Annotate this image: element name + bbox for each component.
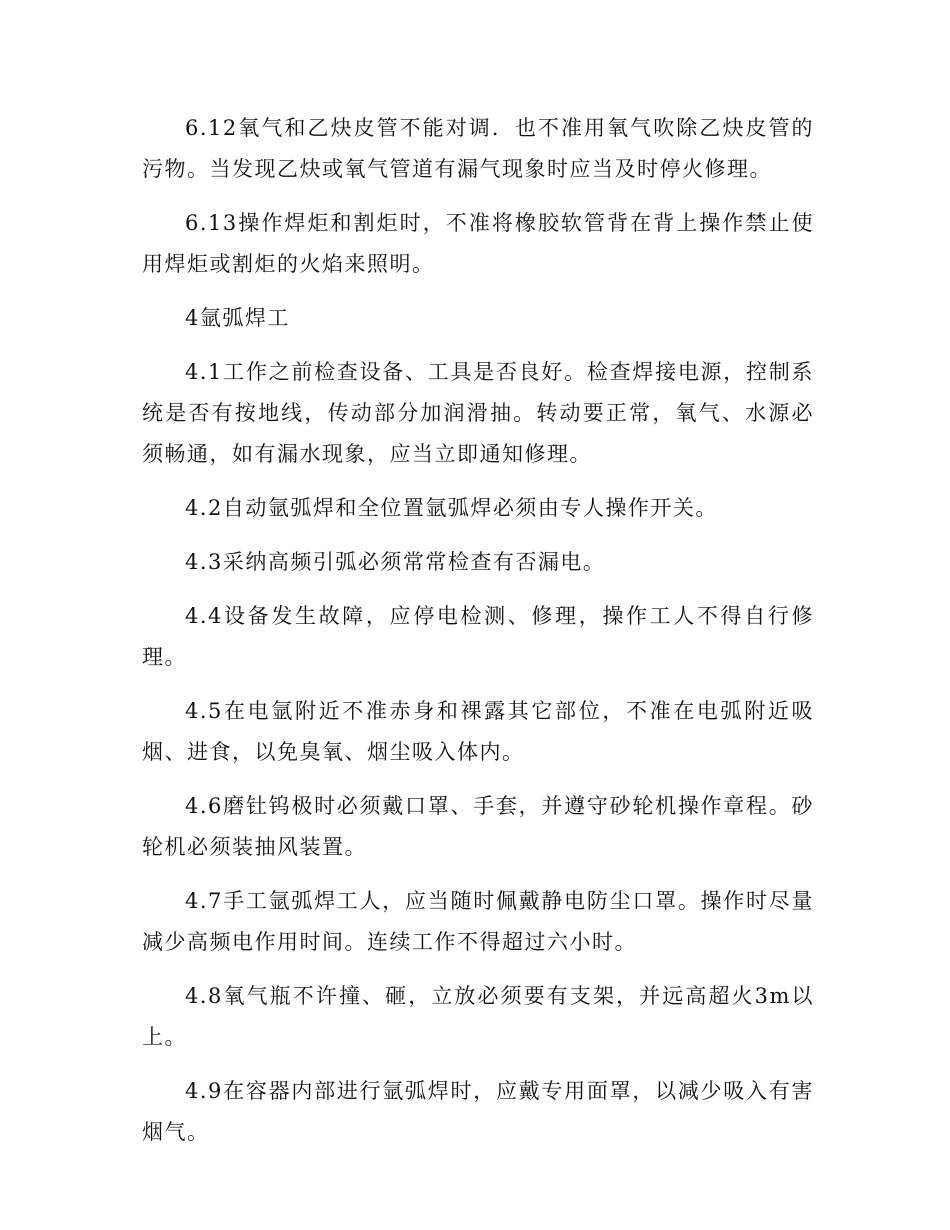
paragraph-4-2: 4.2自动氩弧焊和全位置氩弧焊必须由专人操作开关。 — [185, 496, 718, 520]
paragraph-6-12: 6.12氧气和乙炔皮管不能对调．也不准用氧气吹除乙炔皮管的污物。当发现乙炔或氧气管道有漏气现象时应当及时停火修理。 — [142, 116, 814, 181]
paragraph-4-5: 4.5在电氩附近不准赤身和裸露其它部位，不准在电弧附近吸烟、进食，以免臭氧、烟尘吸入体内。 — [142, 699, 814, 764]
paragraph-4-9: 4.9在容器内部进行氩弧焊时，应戴专用面罩，以减少吸入有害烟气。 — [142, 1079, 814, 1144]
paragraph-4-4: 4.4设备发生故障，应停电检测、修理，操作工人不得自行修理。 — [142, 604, 814, 669]
paragraph-4-1: 4.1工作之前检查设备、工具是否良好。检查焊接电源，控制系统是否有按地线，传动部分加润滑抽。转动要正常，氧气、水源必须畅通，如有漏水现象，应当立即通知修理。 — [142, 360, 814, 466]
paragraph-4-7: 4.7手工氩弧焊工人，应当随时佩戴静电防尘口罩。操作时尽量减少高频电作用时间。连续工作不得超过六小时。 — [142, 889, 814, 954]
document-body — [142, 108, 814, 1166]
paragraph-4-6: 4.6磨钍钨极时必须戴口罩、手套，并遵守砂轮机操作章程。砂轮机必须装抽风装置。 — [142, 794, 814, 859]
section-heading-argon-arc-welder: 4氩弧焊工 — [185, 306, 290, 330]
paragraph-4-8: 4.8氧气瓶不许撞、砸，立放必须要有支架，并远高超火3m以上。 — [142, 984, 814, 1049]
paragraph-4-3: 4.3采纳高频引弧必须常常检查有否漏电。 — [185, 550, 606, 574]
paragraph-6-13: 6.13操作焊炬和割炬时，不准将橡胶软管背在背上操作禁止使用焊炬或割炬的火焰来照明。 — [142, 211, 814, 276]
